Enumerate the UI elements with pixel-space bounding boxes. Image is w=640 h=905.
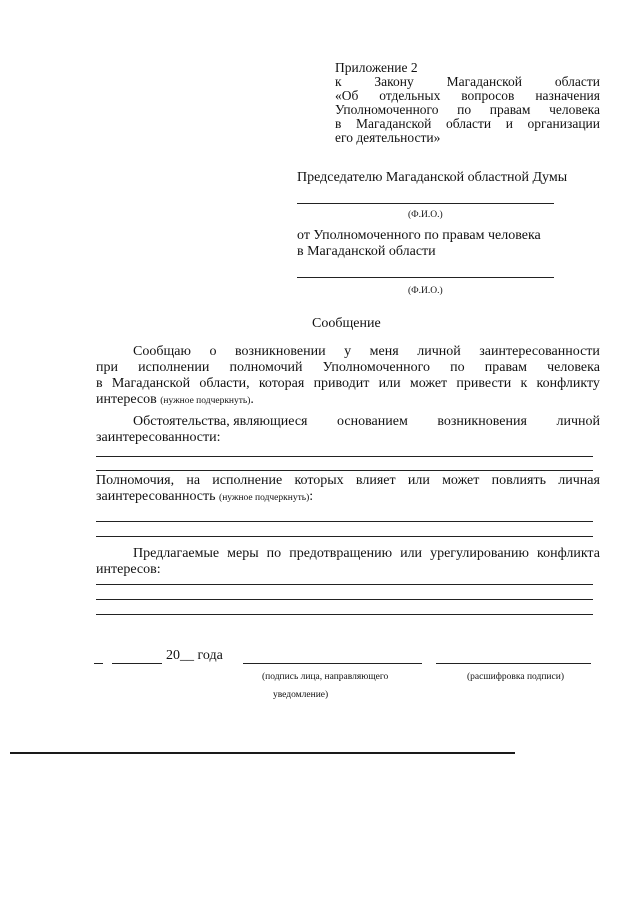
fio-line-1 (297, 203, 554, 204)
appendix-line-4: в Магаданской области и организации (335, 116, 600, 131)
from-line-2: в Магаданской области (297, 244, 436, 259)
p3-line-1: Полномочия, на исполнение которых влияет или может повлиять личная (96, 473, 600, 488)
signature-line[interactable] (243, 663, 422, 664)
p4-fill-line-2[interactable] (96, 599, 593, 600)
from-line-1: от Уполномоченного по правам человека (297, 228, 541, 243)
p3-fill-line-2[interactable] (96, 536, 593, 537)
appendix-line-2: «Об отдельных вопросов назначения (335, 88, 600, 103)
date-month-blank[interactable] (112, 663, 162, 664)
fio-line-2 (297, 277, 554, 278)
p2-line-2: заинтересованности: (96, 430, 221, 445)
signature-decode-line[interactable] (436, 663, 591, 664)
p1-line-2: при исполнении полномочий Уполномоченного по правам человека (96, 360, 600, 375)
fio-caption-1: (Ф.И.О.) (408, 210, 443, 220)
p2-fill-line-1[interactable] (96, 456, 593, 457)
p1-line-3: в Магаданской области, которая приводит или может привести к конфликту (96, 376, 600, 391)
p4-line-1: Предлагаемые меры по предотвращению или урегулированию конфликта (133, 546, 600, 561)
p1-line-1: Сообщаю о возникновении у меня личной заинтересованности (133, 344, 600, 359)
signature-caption-1: (подпись лица, направляющего (262, 672, 389, 682)
document-title: Сообщение (312, 316, 381, 331)
date-day-blank[interactable] (94, 663, 103, 664)
p2-fill-line-2[interactable] (96, 470, 593, 471)
appendix-line-5: его деятельности» (335, 130, 441, 145)
signature-decode-caption: (расшифровка подписи) (467, 672, 564, 682)
appendix-line-1: к Закону Магаданской области (335, 74, 600, 89)
page-bottom-divider (10, 752, 515, 754)
fio-caption-2: (Ф.И.О.) (408, 286, 443, 296)
p3-line-2: заинтересованность (нужное подчеркнуть): (96, 489, 314, 504)
p4-fill-line-3[interactable] (96, 614, 593, 615)
date-year-text: 20__ года (166, 648, 223, 663)
p1-line-4: интересов (нужное подчеркнуть). (96, 392, 254, 407)
appendix-heading: Приложение 2 (335, 60, 418, 75)
appendix-line-3: Уполномоченного по правам человека (335, 102, 600, 117)
addressee-to: Председателю Магаданской областной Думы (297, 170, 568, 185)
signature-caption-2: уведомление) (273, 690, 329, 700)
p4-line-2: интересов: (96, 562, 161, 577)
p3-fill-line-1[interactable] (96, 521, 593, 522)
p4-fill-line-1[interactable] (96, 584, 593, 585)
p2-line-1: Обстоятельства, являющиеся основанием возникновения личной (133, 414, 600, 429)
